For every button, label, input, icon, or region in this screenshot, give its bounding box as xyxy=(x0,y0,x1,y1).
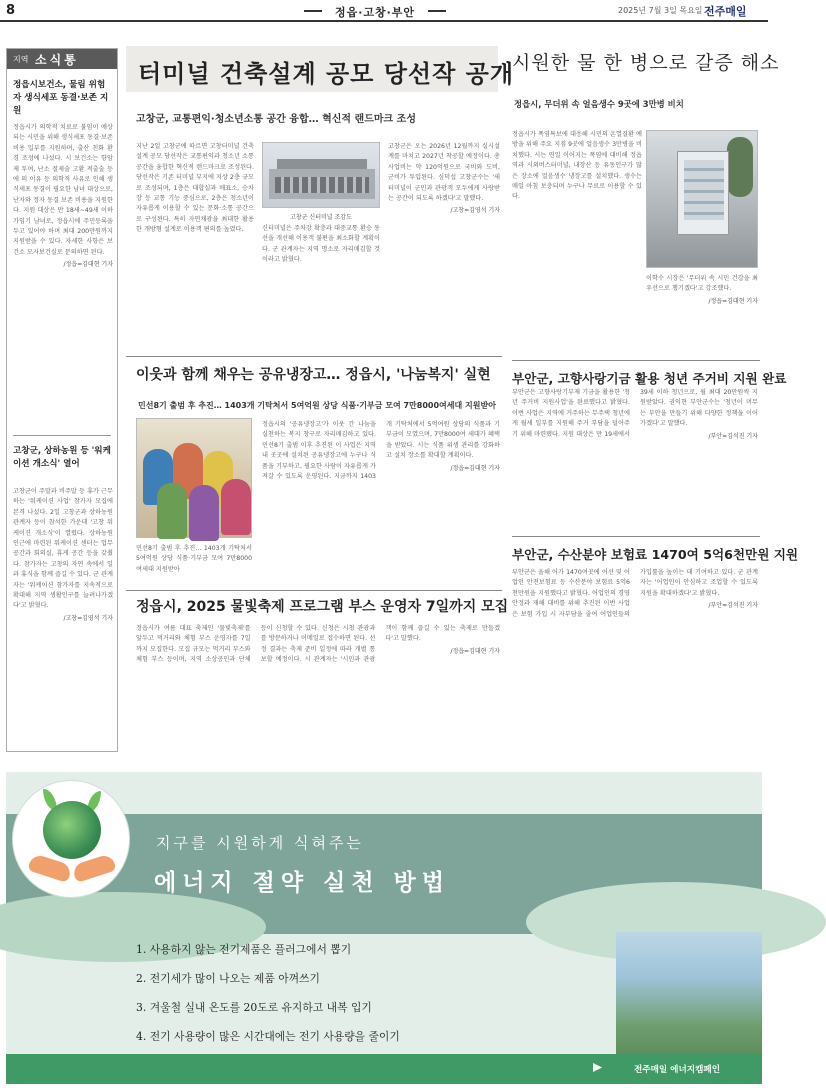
photo-fridge-shape xyxy=(677,151,729,235)
water-body-1: 정읍시가 폭염특보에 대응해 시민의 온열질환 예방을 위해 주요 지점 9곳에 얼음생수 3만병을 비치했다. 시는 연일 이어지는 폭염에 대비해 정읍역과 시외버스터미널, 내장산 등 유동인구가 많은 장소에 얼음생수 냉장고를 설치했다. 생수는 매일 아침 보충되며 누구나 무료로 이용할 수 있다. xyxy=(512,131,642,201)
brief-label xyxy=(7,49,117,69)
lead-subheadline: 고창군, 교통편익·청소년소통 공간 융합… 혁신적 랜드마크 조성 xyxy=(136,114,416,125)
fridge-subheadline: 민선8기 출범 후 추진… 1403개 기탁처서 5여억원 상당 식품·기부금 모여 7만8000여세대 지원받아 xyxy=(138,401,496,410)
ad-tagline: 지구를 시원하게 식혀주는 xyxy=(156,834,364,852)
fishery-body xyxy=(512,568,758,752)
brief-body-2-text: 고창군이 주말과 비주말 등 휴가 근무하는 '워케이션 사업' 참가자 모집에 본격 나섰다. 2일 고창군과 상하농원 관계자 등이 참석한 가운데 '고창 워케이션 개소식'이 열렸다. 상하농원 인근에 마련된 워케이션 센터는 업무 공간과 회의실, 휴게 공간 등을 갖췄다. 참가자는 고창의 자연 속에서 일과 휴식을 함께 즐길 수 있다. 군 관계자는 '워케이션 참가자를 지속적으로 확대해 지역 생활인구를 늘려나가겠다'고 밝혔다. xyxy=(13,488,113,610)
festival-headline: 정읍시, 2025 물빛축제 프로그램 부스 운영자 7일까지 모집 xyxy=(136,599,509,615)
children-group-photo xyxy=(136,418,252,538)
fishery-headline: 부안군, 수산분야 보험료 1470여 5억6천만원 지원 xyxy=(512,547,799,562)
ad-headline: 에너지 절약 실천 방법 xyxy=(154,870,450,896)
photo-roof-shape xyxy=(277,159,367,169)
lead-body-col-3 xyxy=(388,142,500,358)
brief-headline-1: 정읍시보건소, 물림 위험자 생식세포 동결·보존 지원 xyxy=(13,80,109,116)
water-body-2 xyxy=(646,274,758,354)
fridge-body xyxy=(262,420,500,588)
masthead xyxy=(0,0,768,22)
terminal-rendering-photo xyxy=(262,142,380,208)
ice-water-fridge-photo xyxy=(646,130,758,268)
photo-child-shape xyxy=(189,485,219,541)
brief-label-tag: 지역 xyxy=(13,55,29,64)
globe-icon xyxy=(43,801,101,859)
lead-headline-box xyxy=(126,46,514,92)
ad-footer-text: 전주매일 에너지캠페인 xyxy=(633,1065,720,1075)
globe-in-hands-icon xyxy=(12,780,130,898)
energy-tips-list xyxy=(136,942,606,1058)
brief-divider xyxy=(13,435,111,436)
issue-date: 2025년 7월 3일 목요일 xyxy=(618,6,703,15)
energy-tip: 3. 겨울철 실내 온도를 20도로 유지하고 내복 입기 xyxy=(136,1001,372,1014)
lead-body-col-2: 신터미널은 주차장 확충과 대중교통 환승 동선을 개선해 이용객 불편을 최소화할 계획이다. 군 관계자는 지역 명소로 자리매김할 것이라고 밝혔다. xyxy=(262,225,380,264)
water-rule xyxy=(512,360,760,361)
fishery-byline: /부안=김석진 기자 xyxy=(708,602,758,610)
photo-tree-shape xyxy=(727,137,753,197)
youth-rule xyxy=(512,536,760,537)
festival-byline: /정읍=김대현 기자 xyxy=(450,647,500,655)
brief-headline-2: 고창군, 상하농원 등 '워케이션 개소식' 열어 xyxy=(13,446,111,469)
fridge-body-lead: 민선8기 출범 후 추진… 1403개 기탁처서 5여억원 상당 식품·기부금 모여 7만8000여세대 지원받아 xyxy=(136,545,252,573)
paper-name: 전주매일 xyxy=(704,5,747,18)
water-subheadline: 정읍시, 무더위 속 얼음생수 9곳에 3만병 비치 xyxy=(514,99,684,109)
energy-tip: 1. 사용하지 않는 전기제품은 플러그에서 뽑기 xyxy=(136,943,352,956)
local-news-brief-box xyxy=(6,48,118,752)
lead-byline: /고창=김영석 기자 xyxy=(450,207,500,215)
water-headline: 시원한 물 한 병으로 갈증 해소 xyxy=(512,52,780,74)
lead-body-col-1: 지난 2일 고창군에 따르면 고창터미널 건축설계 공모 당선작은 교통편익과 청소년 소통 공간을 융합한 혁신적 랜드마크로 조성된다. 당선작은 기존 터미널 부지에 지상 2층 규모로 조성되며, 1층은 대합실과 매표소, 승차장 등 교통 기능 중심으로, 2층은 청소년이 자유롭게 이용할 수 있는 문화·소통 공간으로 구성된다. 특히 자연채광을 최대한 활용한 개방형 설계로 이용객 편의를 높였다. xyxy=(136,143,254,234)
youth-byline: /부안=김석진 기자 xyxy=(708,432,758,440)
energy-tip: 2. 전기세가 많이 나오는 제품 아껴쓰기 xyxy=(136,972,320,985)
festival-body-text: 정읍시가 여름 대표 축제인 '물빛축제'를 앞두고 먹거리와 체험 부스 운영자를 7일까지 모집한다. 모집 규모는 먹거리 부스와 체험 부스 등이며, 지역 소상공인과 단체 등이 신청할 수 있다. 신청은 시청 관광과를 방문하거나 이메일로 접수하면 된다. 선정 결과는 축제 준비 일정에 따라 개별 통보할 예정이다. 시 관계자는 '시민과 관광객이 함께 즐길 수 있는 축제로 만들겠다'고 말했다. xyxy=(136,625,500,664)
energy-campaign-ad xyxy=(6,772,762,1084)
festival-body xyxy=(136,624,500,750)
lead-photo-caption: 고창군 신터미널 조감도 xyxy=(290,214,352,221)
brief-label-title: 소식통 xyxy=(35,53,79,67)
photo-child-shape xyxy=(157,483,187,539)
festival-top-rule xyxy=(126,590,502,591)
fridge-byline: /정읍=김대현 기자 xyxy=(450,464,500,472)
play-arrow-icon xyxy=(593,1063,602,1072)
fridge-body-text: 정읍시의 '공유냉장고'가 이웃 간 나눔을 실천하는 복지 창구로 자리매김하고 있다. 민선8기 출범 이후 추진된 이 사업은 지역 내 곳곳에 설치된 공유냉장고에 누구나 식품을 기부하고, 필요한 사람이 자유롭게 가져갈 수 있도록 운영된다. 지금까지 1403개 기탁처에서 5억여원 상당의 식품과 기부금이 모였으며, 7만8000여 세대가 혜택을 받았다. 시는 식품 위생 관리를 강화하고 설치 장소를 확대할 계획이다. xyxy=(262,421,500,481)
brief-byline-2: /고창=김영석 기자 xyxy=(63,614,113,622)
ad-footer-bar xyxy=(6,1054,762,1084)
water-body-2-text: 이학수 시장은 '무더위 속 시민 건강을 최우선으로 챙기겠다'고 강조했다. xyxy=(646,275,758,293)
water-byline: /정읍=김대현 기자 xyxy=(708,297,758,305)
energy-tip: 4. 전기 사용량이 많은 시간대에는 전기 사용량을 줄이기 xyxy=(136,1030,400,1043)
lead-headline: 터미널 건축설계 공모 당선작 공개 xyxy=(138,60,514,88)
fridge-top-rule xyxy=(126,356,502,357)
brief-byline-1: /정읍=김대현 기자 xyxy=(63,261,113,269)
youth-headline: 부안군, 고향사랑기금 활용 청년 주거비 지원 완료 xyxy=(512,371,787,386)
photo-child-shape xyxy=(221,479,251,535)
lead-body-col-3-text: 고창군은 오는 2026년 12월까지 실시설계를 마치고 2027년 착공할 예정이다. 총사업비는 약 120억원으로 국비와 도비, 군비가 투입된다. 심덕섭 고창군수는 '새 터미널이 군민과 관광객 모두에게 사랑받는 공간이 되도록 하겠다'고 말했다. xyxy=(388,143,500,203)
section-title: 정읍·고창·부안 xyxy=(300,4,450,20)
page-number: 8 xyxy=(6,3,16,18)
brief-body-1-text: 정읍시가 의학적 치료로 불임이 예상되는 시민을 위해 생식세포 동결·보존 비용 일부를 지원하며, 출산 친화 환경 조성에 나섰다. 시 보건소는 항암제 투여, 난소 절제술 고환 적출술 등에 의 이유 등 의학적 사유로 인해 생식세포 동결이 필요한 남녀 대상으로, 난자와 정자 동결 보존 비용을 지원한다. 지원 대상은 만 18세~49세 이하 가임기 남녀로, 정읍시에 주민등록을 두고 있어야 하며 최대 200만원까지 지원받을 수 있다. 자세한 사항은 보건소 모자보건실로 문의하면 된다. xyxy=(13,124,113,256)
youth-body-text: 부안군은 고향사랑기부제 기금을 활용한 '청년 주거비 지원사업'을 완료했다고 밝혔다. 이번 사업은 지역에 거주하는 무주택 청년에게 월세 일부를 지원해 주거 부담을 덜어주기 위해 마련됐다. 지원 대상은 만 19세에서 39세 이하 청년으로, 월 최대 20만원씩 지원받았다. 권익현 부안군수는 '청년이 머무는 부안을 만들기 위해 다양한 정책을 이어가겠다'고 말했다. xyxy=(512,389,758,438)
fishery-body-text: 부안군은 올해 어가 1470여곳에 어선 및 어업인 안전보험료 등 수산분야 보험료 5억6천만원을 지원했다고 밝혔다. 어업인의 경영 안정과 재해 대비를 위해 추진된 이번 사업은 보험 가입 시 자부담을 줄여 어업인들의 가입률을 높이는 데 기여하고 있다. 군 관계자는 '어업인이 안심하고 조업할 수 있도록 지원을 확대하겠다'고 밝혔다. xyxy=(512,569,758,618)
brief-body-1 xyxy=(13,123,113,423)
fridge-headline: 이웃과 함께 채우는 공유냉장고… 정읍시, '나눔복지' 실현 xyxy=(136,367,491,383)
photo-window-band xyxy=(275,177,369,193)
brief-body-2 xyxy=(13,487,113,749)
youth-body xyxy=(512,388,758,530)
